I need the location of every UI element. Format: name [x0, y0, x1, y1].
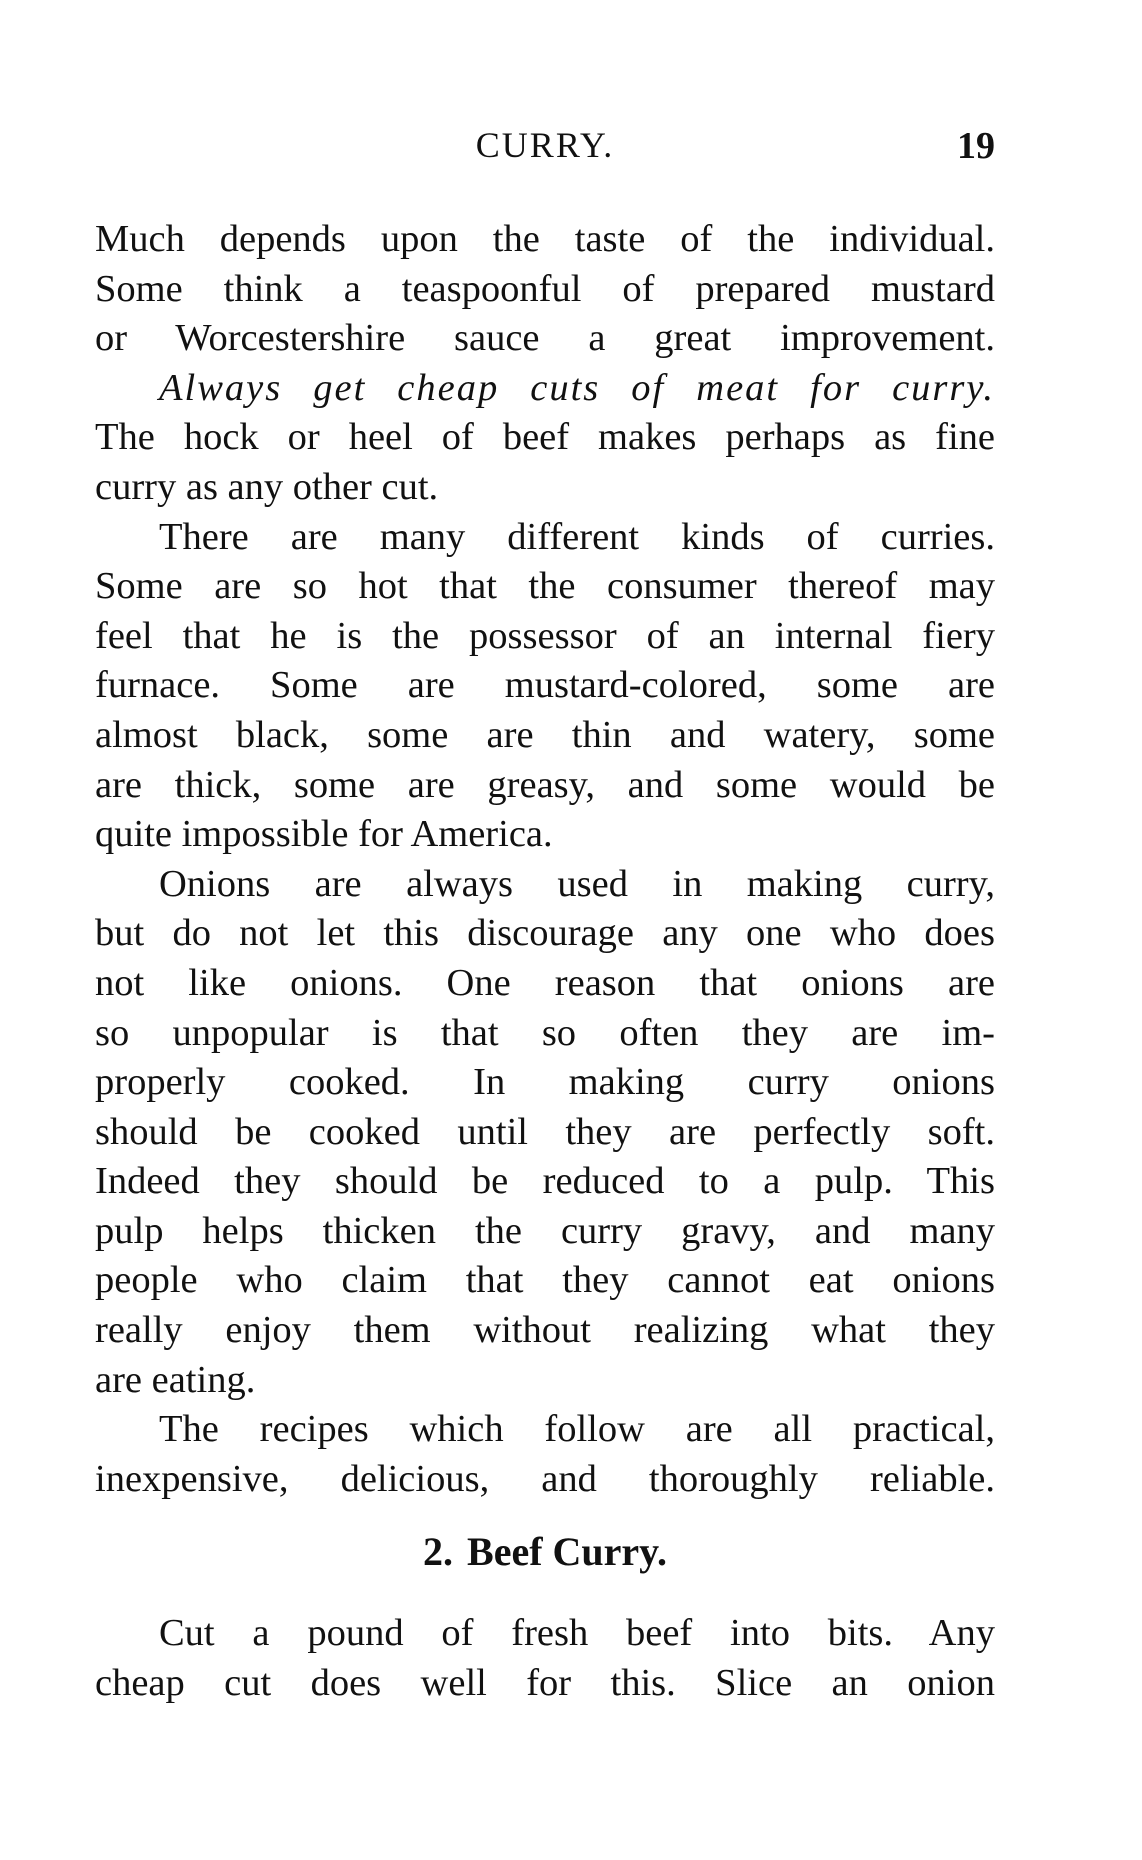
text-line: Cut a pound of fresh beef into bits. Any: [159, 1612, 995, 1654]
page-number: 19: [957, 125, 995, 167]
text-line: almost black, some are thin and watery, some: [95, 713, 995, 756]
paragraph-kinds-of-curries: [95, 513, 995, 860]
text-line: should be cooked until they are perfectly soft.: [95, 1110, 995, 1153]
section-heading: [95, 1528, 995, 1575]
text-line: feel that he is the possessor of an internal fiery: [95, 614, 995, 657]
text-line: not like onions. One reason that onions are: [95, 961, 995, 1004]
paragraph-recipes-follow: [95, 1405, 995, 1504]
text-line: but do not let this discourage any one who does: [95, 912, 995, 955]
text-line: furnace. Some are mustard-colored, some are: [95, 664, 995, 707]
text-line: The hock or heel of beef makes perhaps as fine: [95, 416, 995, 459]
section-title: Beef Curry.: [467, 1529, 667, 1574]
text-line: really enjoy them without realizing what they: [95, 1309, 995, 1352]
text-line: or Worcestershire sauce a great improvement.: [95, 317, 995, 360]
italic-emphasis: Always get cheap cuts of meat for curry.: [159, 366, 995, 409]
text-line: pulp helps thicken the curry gravy, and many: [95, 1209, 995, 1252]
text-line: properly cooked. In making curry onions: [95, 1061, 995, 1104]
text-line: curry as any other cut.: [95, 465, 439, 508]
italic-line: [95, 364, 995, 414]
text-line: The recipes which follow are all practical,: [159, 1408, 995, 1451]
paragraph-onions: [95, 860, 995, 1406]
text-line: people who claim that they cannot eat onions: [95, 1259, 995, 1302]
text-line: so unpopular is that so often they are im-: [95, 1011, 995, 1054]
text-line: are eating.: [95, 1358, 256, 1401]
text-line: cheap cut does well for this. Slice an onion: [95, 1662, 995, 1704]
text-line: inexpensive, delicious, and thoroughly reliable.: [95, 1457, 995, 1500]
text-line: Some think a teaspoonful of prepared mustard: [95, 267, 995, 310]
text-line: There are many different kinds of curries.: [159, 515, 995, 558]
page-header: [95, 124, 995, 174]
text-line: Some are so hot that the consumer thereof may: [95, 565, 995, 608]
text-line: Much depends upon the taste of the individual.: [95, 218, 995, 260]
recipe-text: [95, 1608, 995, 1708]
text-line: are thick, some are greasy, and some would be: [95, 763, 995, 806]
paragraph-taste: [95, 215, 995, 364]
paragraph-cheap-cuts: [95, 364, 995, 513]
running-title: CURRY.: [475, 125, 615, 165]
text-line: quite impossible for America.: [95, 813, 553, 856]
section-number: 2.: [423, 1529, 454, 1574]
body-text: [95, 215, 995, 1504]
text-line: Onions are always used in making curry,: [159, 862, 995, 905]
text-line: Indeed they should be reduced to a pulp. This: [95, 1160, 995, 1203]
